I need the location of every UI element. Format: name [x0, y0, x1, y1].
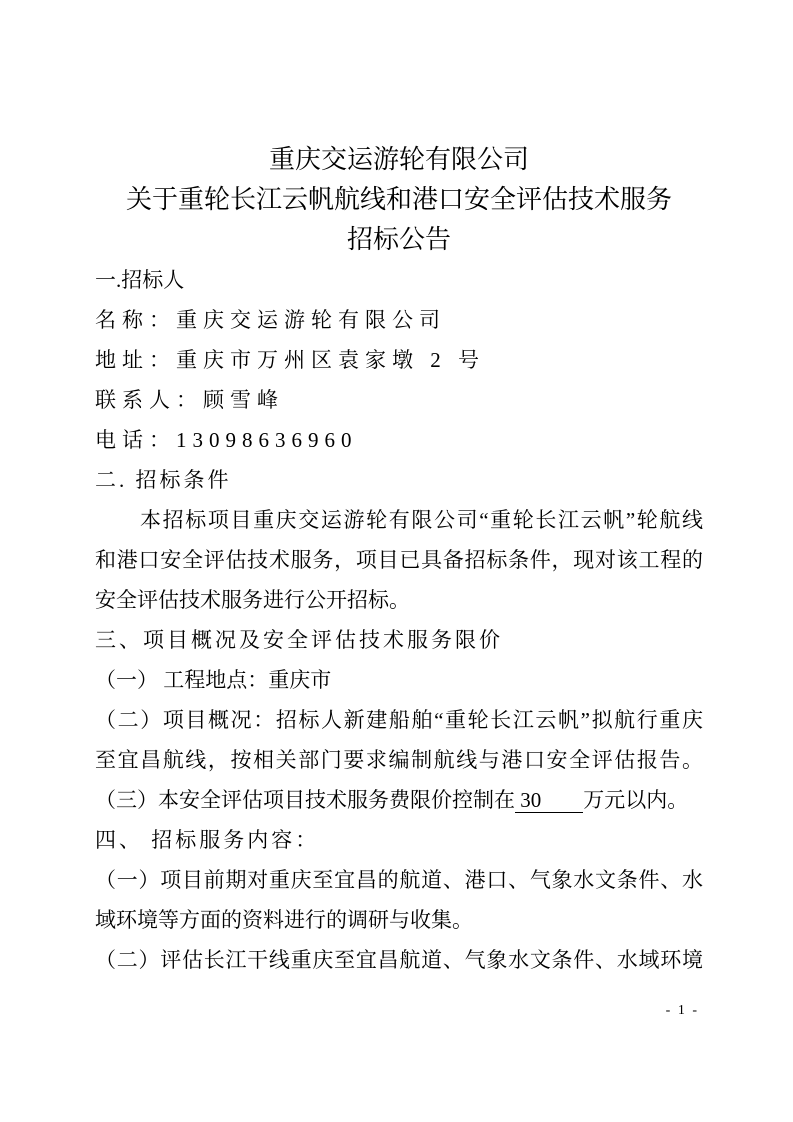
project-overview-line1: （二）项目概况：招标人新建船舶“重轮长江云帆”拟航行重庆: [95, 708, 703, 732]
section2-para-line3: 安全评估技术服务进行公开招标。: [95, 588, 410, 612]
bidder-name-line: 名称：重庆交运游轮有限公司: [95, 308, 446, 332]
doc-title-type: 招标公告: [346, 225, 451, 254]
section4-heading: 四、 招标服务内容：: [95, 828, 320, 852]
bidder-address-line: 地址：重庆市万州区袁家墩 2 号: [95, 348, 485, 372]
page-number: - 1 -: [665, 1003, 699, 1018]
price-limit-blank-value: 30: [515, 788, 584, 812]
project-overview-line2: 至宜昌航线，按相关部门要求编制航线与港口安全评估报告。: [95, 748, 703, 772]
price-limit-item: [95, 780, 703, 820]
service-content-item1-line2: 域环境等方面的资料进行的调研与收集。: [95, 908, 473, 932]
service-content-item2-line1: （二）评估长江干线重庆至宜昌航道、气象水文条件、水域环境: [95, 948, 703, 972]
section2-heading: 二. 招标条件: [95, 468, 232, 492]
project-location-item: （一） 工程地点：重庆市: [95, 668, 332, 692]
bidder-phone-line: 电话：13098636960: [95, 428, 358, 452]
price-limit-suffix: 万元以内。: [583, 788, 689, 812]
section1-heading: 一.招标人: [95, 268, 185, 292]
bidder-contact-line: 联系人：顾雪峰: [95, 388, 284, 412]
document-content: [95, 140, 703, 980]
doc-title-subject: 关于重轮长江云帆航线和港口安全评估技术服务: [125, 185, 672, 214]
doc-title-company: 重庆交运游轮有限公司: [268, 145, 529, 174]
section2-para-line1: 本招标项目重庆交运游轮有限公司“重轮长江云帆”轮航线: [140, 508, 703, 532]
service-content-item1-line1: （一）项目前期对重庆至宜昌的航道、港口、气象水文条件、水: [95, 868, 703, 892]
price-limit-prefix: （三）本安全评估项目技术服务费限价控制在: [95, 788, 515, 812]
section2-para-line2: 和港口安全评估技术服务，项目已具备招标条件，现对该工程的: [95, 548, 703, 572]
section3-heading: 三、项目概况及安全评估技术服务限价: [95, 628, 503, 652]
